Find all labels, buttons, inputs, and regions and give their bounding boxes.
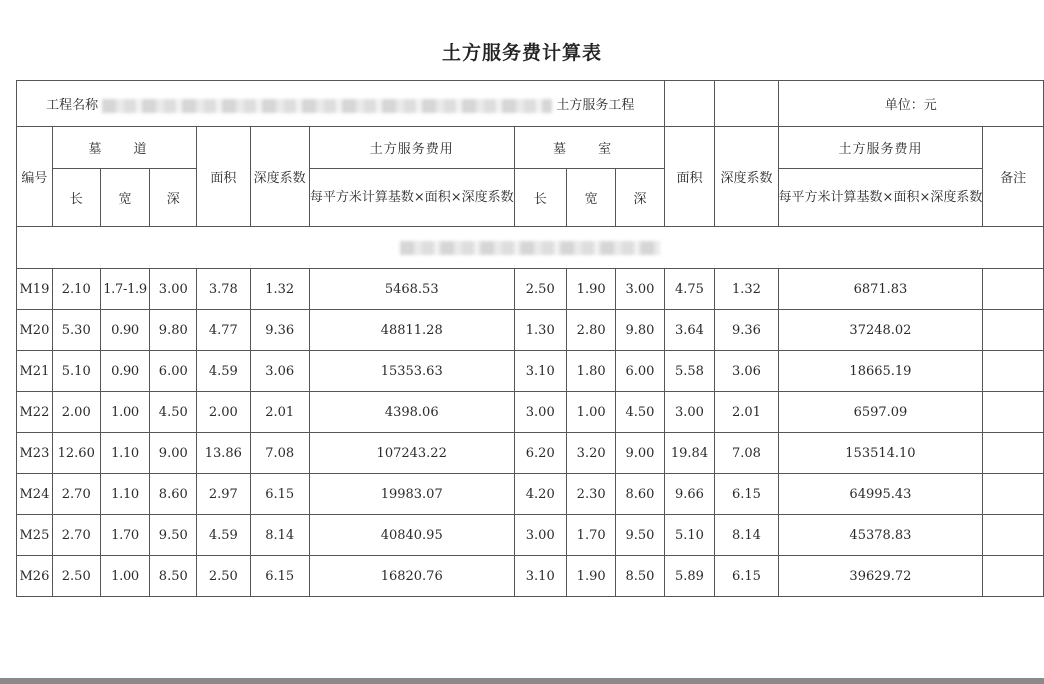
table-cell: 2.70 [52,515,100,556]
table-cell [983,474,1044,515]
table-cell: 3.00 [514,515,566,556]
col-passage-width: 宽 [100,169,150,227]
header-row-2 [17,169,1044,227]
table-cell: 2.50 [514,269,566,310]
table-cell: 45378.83 [778,515,983,556]
table-row [17,351,1044,392]
table-cell: 8.60 [616,474,664,515]
col-tomb-passage: 墓 道 [52,127,196,169]
table-cell: 4.50 [150,392,197,433]
table-cell: 9.80 [150,310,197,351]
table-cell: 9.66 [664,474,715,515]
col-tomb-chamber: 墓 室 [514,127,664,169]
table-cell: 2.70 [52,474,100,515]
table-cell: 4398.06 [309,392,514,433]
table-cell: 3.00 [150,269,197,310]
col-chamber-depth: 深 [616,169,664,227]
table-cell [983,556,1044,597]
col-passage-fee-formula: 每平方米计算基数×面积×深度系数 [309,169,514,227]
col-number: 编号 [17,127,53,227]
table-cell: 16820.76 [309,556,514,597]
table-cell: 1.70 [566,515,616,556]
row-id-cell: M26 [17,556,53,597]
table-cell: 1.90 [566,269,616,310]
scan-edge [0,678,1044,684]
table-cell: 2.10 [52,269,100,310]
table-cell: 1.32 [715,269,778,310]
row-id-cell: M20 [17,310,53,351]
table-cell: 9.00 [616,433,664,474]
table-cell: 1.10 [100,433,150,474]
table-cell: 2.50 [52,556,100,597]
table-cell: 1.30 [514,310,566,351]
redacted-project-name [102,99,552,113]
table-cell: 3.00 [664,392,715,433]
table-cell: 3.00 [514,392,566,433]
table-cell: 37248.02 [778,310,983,351]
table-cell: 19.84 [664,433,715,474]
project-name-cell [17,81,665,127]
table-row [17,556,1044,597]
table-cell: 9.50 [616,515,664,556]
col-passage-length: 长 [52,169,100,227]
table-cell [983,433,1044,474]
table-cell: 1.70 [100,515,150,556]
table-cell: 1.32 [250,269,309,310]
table-cell: 39629.72 [778,556,983,597]
table-cell: 12.60 [52,433,100,474]
table-row [17,433,1044,474]
table-cell: 5.10 [664,515,715,556]
table-cell: 3.06 [250,351,309,392]
table-cell: 8.14 [715,515,778,556]
table-cell: 5.89 [664,556,715,597]
table-row [17,392,1044,433]
table-cell: 4.59 [197,351,250,392]
row-id-cell: M22 [17,392,53,433]
col-chamber-area: 面积 [664,127,715,227]
table-cell: 6.15 [715,556,778,597]
redacted-section-label [17,227,1044,269]
col-chamber-width: 宽 [566,169,616,227]
col-passage-fee: 土方服务费用 [309,127,514,169]
table-row [17,474,1044,515]
table-cell: 5.10 [52,351,100,392]
table-cell: 2.97 [197,474,250,515]
section-row [17,227,1044,269]
table-cell: 8.60 [150,474,197,515]
table-cell: 3.10 [514,351,566,392]
table-cell [983,515,1044,556]
table-cell: 19983.07 [309,474,514,515]
table-cell: 6871.83 [778,269,983,310]
table-cell: 5468.53 [309,269,514,310]
table-cell: 40840.95 [309,515,514,556]
table-cell: 1.90 [566,556,616,597]
table-cell: 5.58 [664,351,715,392]
table-cell: 1.80 [566,351,616,392]
table-cell: 48811.28 [309,310,514,351]
table-cell: 2.01 [715,392,778,433]
table-cell: 2.30 [566,474,616,515]
table-cell: 4.20 [514,474,566,515]
col-passage-area: 面积 [197,127,250,227]
table-cell: 4.59 [197,515,250,556]
table-cell: 13.86 [197,433,250,474]
col-chamber-fee: 土方服务费用 [778,127,983,169]
table-cell: 0.90 [100,351,150,392]
table-cell: 3.78 [197,269,250,310]
table-cell: 9.36 [715,310,778,351]
table-cell: 1.00 [100,392,150,433]
page-title: 土方服务费计算表 [441,42,602,64]
table-cell: 3.00 [616,269,664,310]
table-cell: 7.08 [250,433,309,474]
table-cell: 9.80 [616,310,664,351]
col-passage-depth: 深 [150,169,197,227]
table-row [17,269,1044,310]
table-cell: 15353.63 [309,351,514,392]
row-id-cell: M24 [17,474,53,515]
table-cell: 6.20 [514,433,566,474]
project-name-tail: 土方服务工程 [556,98,635,113]
col-chamber-length: 长 [514,169,566,227]
table-cell: 2.00 [52,392,100,433]
table-cell: 9.36 [250,310,309,351]
unit-label: 单位：元 [778,81,1043,127]
table-cell: 6.15 [250,556,309,597]
table-row [17,310,1044,351]
table-cell: 8.50 [616,556,664,597]
table-cell: 2.01 [250,392,309,433]
table-cell [983,351,1044,392]
table-cell: 6597.09 [778,392,983,433]
col-chamber-fee-formula: 每平方米计算基数×面积×深度系数 [778,169,983,227]
table-cell: 3.06 [715,351,778,392]
table-cell: 6.15 [250,474,309,515]
table-cell: 7.08 [715,433,778,474]
col-remark: 备注 [983,127,1044,227]
table-cell: 4.50 [616,392,664,433]
row-id-cell: M21 [17,351,53,392]
fee-table [16,80,1044,597]
table-cell [983,310,1044,351]
table-cell: 4.75 [664,269,715,310]
table-cell: 4.77 [197,310,250,351]
table-cell: 64995.43 [778,474,983,515]
row-id-cell: M19 [17,269,53,310]
table-cell: 6.15 [715,474,778,515]
table-cell: 6.00 [150,351,197,392]
table-cell: 1.10 [100,474,150,515]
header-row-1 [17,127,1044,169]
table-cell: 18665.19 [778,351,983,392]
table-cell: 3.64 [664,310,715,351]
col-chamber-depth-coef: 深度系数 [715,127,778,227]
table-cell: 2.00 [197,392,250,433]
table-cell: 1.00 [100,556,150,597]
row-id-cell: M25 [17,515,53,556]
table-cell [983,392,1044,433]
col-passage-depth-coef: 深度系数 [250,127,309,227]
table-cell: 3.10 [514,556,566,597]
table-cell: 1.7-1.9 [100,269,150,310]
table-cell: 6.00 [616,351,664,392]
row-id-cell: M23 [17,433,53,474]
table-cell: 107243.22 [309,433,514,474]
data-rows [17,269,1044,597]
table-cell: 9.50 [150,515,197,556]
table-cell: 8.14 [250,515,309,556]
table-cell: 2.80 [566,310,616,351]
project-row [17,81,1044,127]
table-cell: 3.20 [566,433,616,474]
project-label: 工程名称 [46,98,99,113]
table-cell [983,269,1044,310]
table-cell: 2.50 [197,556,250,597]
table-cell: 1.00 [566,392,616,433]
table-cell: 8.50 [150,556,197,597]
table-cell: 5.30 [52,310,100,351]
table-cell: 153514.10 [778,433,983,474]
redacted-text [400,241,660,255]
table-row [17,515,1044,556]
table-cell: 0.90 [100,310,150,351]
table-cell: 9.00 [150,433,197,474]
